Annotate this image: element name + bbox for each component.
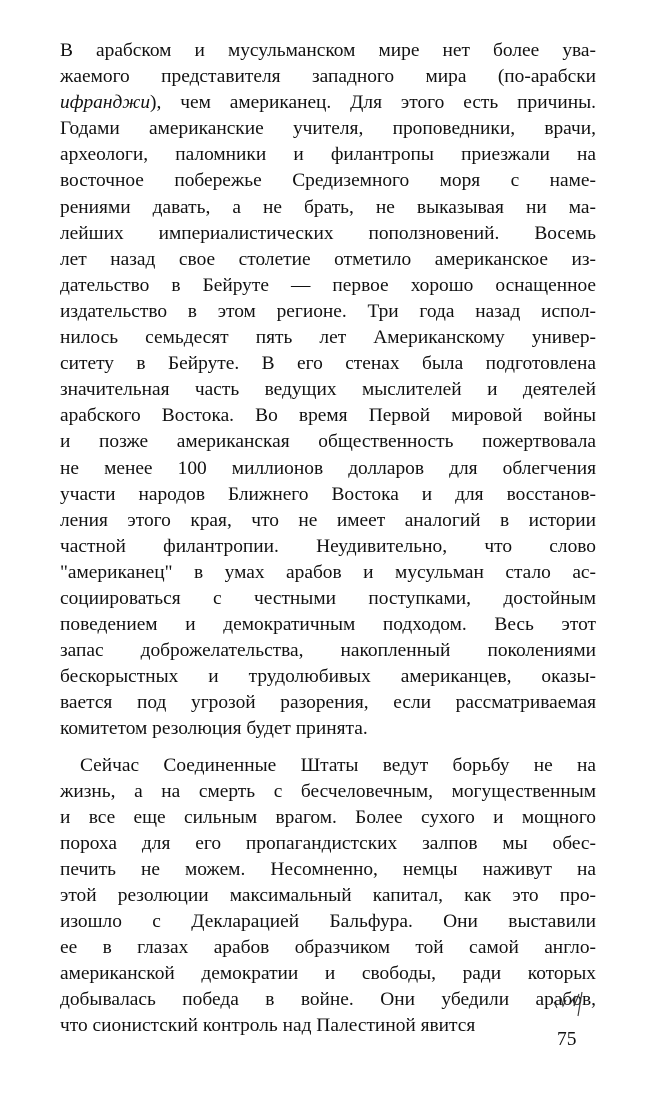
text-line: изошло с Декларацией Бальфура. Они выставили (60, 911, 596, 933)
text-line: социироваться с честными поступками, достойным (60, 587, 596, 609)
text-line: "американец" в умах арабов и мусульман стало ас- (60, 561, 596, 583)
text-line: дательство в Бейруте — первое хорошо оснащенное (60, 274, 596, 296)
paragraph-1 (60, 38, 596, 743)
text-line: и все еще сильным врагом. Более сухого и мощного (60, 806, 596, 828)
text-line: вается под угрозой разорения, если рассматриваемая (60, 692, 596, 714)
paragraph-gap (60, 743, 596, 753)
text-line: ее в глазах арабов образчиком той самой англо- (60, 937, 596, 959)
text-line: запас доброжелательства, накопленный поколениями (60, 640, 596, 662)
text-line: лейших империалистических поползновений. Восемь (60, 222, 596, 244)
text-line: добывалась победа в войне. Они убедили арабов, (60, 989, 596, 1011)
text-line: Сейчас Соединенные Штаты ведут борьбу не на (80, 754, 596, 776)
text-line: арабского Востока. Во время Первой мировой войны (60, 405, 596, 427)
text-line: частной филантропии. Неудивительно, что слово (60, 535, 596, 557)
text-line: В арабском и мусульманском мире нет более ува- (60, 40, 596, 61)
text-line: Годами американские учителя, проповедники, врачи, (60, 118, 596, 140)
text-line: этой резолюции максимальный капитал, как это про- (60, 885, 596, 906)
text-line: археологи, паломники и филантропы приезжали на (60, 144, 596, 166)
text-line: что сионистский контроль над Палестиной явится (60, 1015, 476, 1037)
text-line: жаемого представителя западного мира (по-арабски (60, 66, 596, 88)
text-line: рениями давать, а не брать, не выказывая ни ма- (60, 196, 596, 218)
italic-term: ифранджи (60, 92, 151, 114)
paragraph-2 (60, 753, 596, 1040)
text-line: восточное побережье Средиземного моря с наме- (60, 170, 596, 192)
text-line: американской демократии и свободы, ради которых (60, 963, 596, 985)
text-line: бескорыстных и трудолюбивых американцев, оказы- (60, 666, 596, 688)
text-line: ифранджи), чем американец. Для этого есть причины. (60, 92, 596, 114)
page-body (60, 38, 596, 1040)
text-line: ления этого края, что не имеет аналогий в истории (60, 509, 596, 531)
page-number: 75 (557, 1029, 577, 1050)
text-line: значительная часть ведущих мыслителей и деятелей (60, 379, 596, 401)
text-line: лет назад свое столетие отметило американское из- (60, 248, 596, 270)
text-line: и позже американская общественность пожертвовала (60, 431, 596, 453)
text-line: комитетом резолюция будет принята. (60, 718, 368, 740)
text-line: пороха для его пропагандистских залпов мы обес- (60, 832, 596, 854)
text-line: не менее 100 миллионов долларов для облегчения (60, 457, 596, 479)
text-line: издательство в этом регионе. Три года назад испол- (60, 300, 596, 322)
text-line: нилось семьдесят пять лет Американскому универ- (60, 327, 596, 349)
pencil-mark-icon (548, 988, 608, 1022)
text-line: ситету в Бейруте. В его стенах была подготовлена (60, 353, 596, 375)
text-line: поведением и демократичным подходом. Весь этот (60, 614, 596, 636)
text-line: участи народов Ближнего Востока и для восстанов- (60, 483, 596, 505)
text-line: жизнь, а на смерть с бесчеловечным, могущественным (60, 780, 596, 802)
text-line: печить не можем. Несомненно, немцы наживут на (60, 858, 596, 880)
